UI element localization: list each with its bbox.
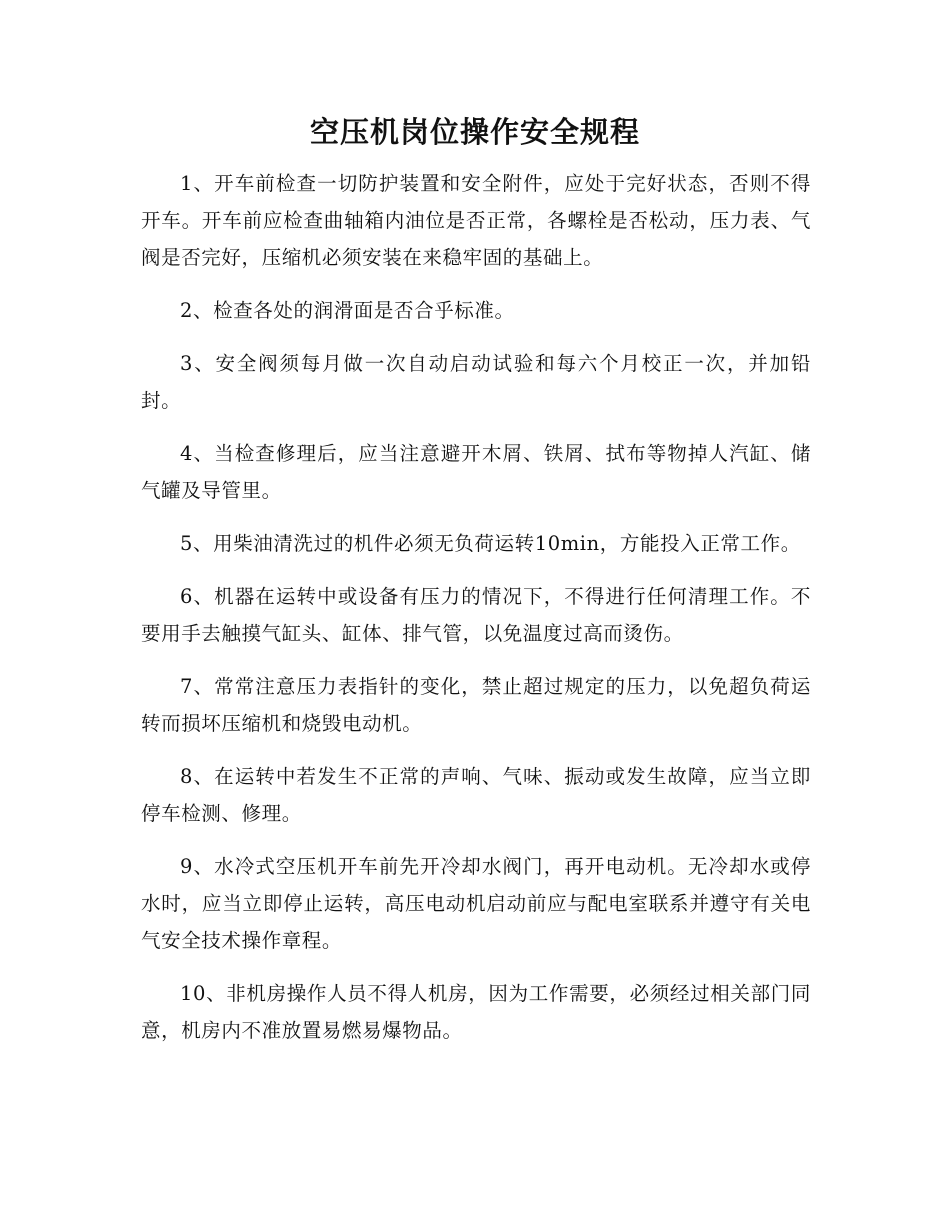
paragraph-9: 9、水冷式空压机开车前先开冷却水阀门，再开电动机。无冷却水或停水时，应当立即停止运转，高压电动机启动前应与配电室联系并遵守有关电气安全技术操作章程。 bbox=[141, 855, 811, 952]
paragraph-10: 10、非机房操作人员不得人机房，因为工作需要，必须经过相关部门同意，机房内不准放置易燃易爆物品。 bbox=[141, 982, 811, 1042]
paragraph-8: 8、在运转中若发生不正常的声响、气味、振动或发生故障，应当立即停车检测、修理。 bbox=[141, 765, 811, 825]
paragraph-4: 4、当检查修理后，应当注意避开木屑、铁屑、拭布等物掉人汽缸、储气罐及导管里。 bbox=[141, 442, 811, 502]
paragraph-3: 3、安全阀须每月做一次自动启动试验和每六个月校正一次，并加铅封。 bbox=[141, 352, 811, 412]
paragraph-5: 5、用柴油清洗过的机件必须无负荷运转10min，方能投入正常工作。 bbox=[180, 532, 801, 555]
paragraph-1: 1、开车前检查一切防护装置和安全附件，应处于完好状态，否则不得开车。开车前应检查曲轴箱内油位是否正常，各螺栓是否松动，压力表、气阀是否完好，压缩机必须安装在来稳牢固的基础上。 bbox=[141, 172, 811, 269]
paragraph-6: 6、机器在运转中或设备有压力的情况下，不得进行任何清理工作。不要用手去触摸气缸头、缸体、排气管，以免温度过高而烫伤。 bbox=[141, 585, 811, 645]
paragraph-2: 2、检查各处的润滑面是否合乎标准。 bbox=[180, 299, 515, 322]
document-title: 空压机岗位操作安全规程 bbox=[309, 115, 640, 149]
document-body bbox=[141, 165, 811, 1065]
paragraph-7: 7、常常注意压力表指针的变化，禁止超过规定的压力，以免超负荷运转而损坏压缩机和烧毁电动机。 bbox=[141, 675, 811, 735]
